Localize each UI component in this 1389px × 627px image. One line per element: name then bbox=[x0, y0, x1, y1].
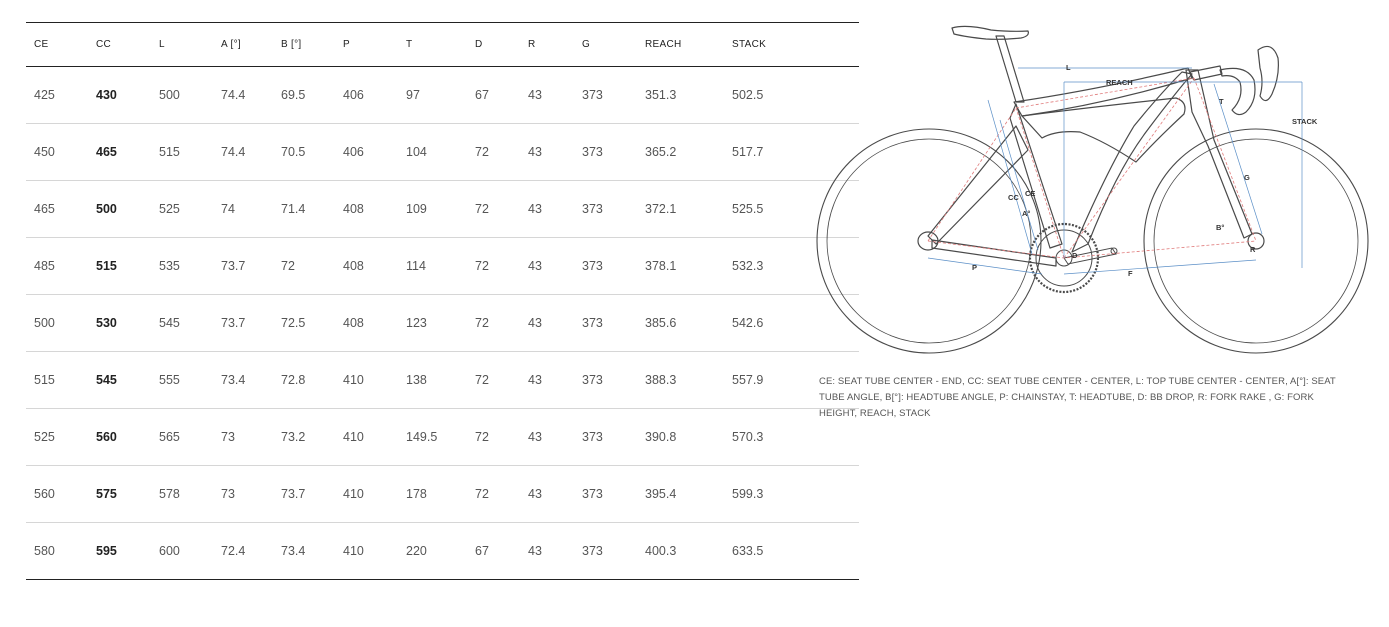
table-header-row bbox=[26, 23, 859, 67]
cell-g: 373 bbox=[574, 523, 637, 580]
table-row bbox=[26, 295, 859, 352]
cell-cc: 545 bbox=[88, 352, 151, 409]
cell-stack: 557.9 bbox=[724, 352, 859, 409]
cell-stack: 542.6 bbox=[724, 295, 859, 352]
header-reach: REACH bbox=[637, 23, 724, 67]
cell-r: 43 bbox=[520, 352, 574, 409]
cell-cc: 515 bbox=[88, 238, 151, 295]
cell-a: 73.7 bbox=[213, 295, 273, 352]
label-stack: STACK bbox=[1292, 117, 1318, 126]
cell-cc: 575 bbox=[88, 466, 151, 523]
cell-l: 500 bbox=[151, 67, 213, 124]
label-ce: CE bbox=[1025, 189, 1036, 198]
cell-t: 149.5 bbox=[398, 409, 467, 466]
cell-p: 410 bbox=[335, 466, 398, 523]
geometry-legend: CE: SEAT TUBE CENTER - END, CC: SEAT TUBE CENTER - CENTER, L: TOP TUBE CENTER - CENTER, A[°]: SEAT TUBE ANGLE, B[°]: HEADTUBE ANGLE, P: CHAINSTAY, T: HEADTUBE, D: BB DROP, R: FORK RAKE , G: FORK HEIGHT, REACH, STACK bbox=[819, 376, 1336, 419]
label-a: A° bbox=[1022, 209, 1031, 218]
table-row bbox=[26, 352, 859, 409]
cell-a: 74.4 bbox=[213, 124, 273, 181]
cell-p: 408 bbox=[335, 295, 398, 352]
table-row bbox=[26, 523, 859, 580]
cell-p: 408 bbox=[335, 238, 398, 295]
cell-a: 74.4 bbox=[213, 67, 273, 124]
cell-cc: 560 bbox=[88, 409, 151, 466]
cell-reach: 372.1 bbox=[637, 181, 724, 238]
label-b: B° bbox=[1216, 223, 1225, 232]
cell-reach: 385.6 bbox=[637, 295, 724, 352]
label-f: F bbox=[1128, 269, 1133, 278]
cell-t: 97 bbox=[398, 67, 467, 124]
cell-a: 73.4 bbox=[213, 352, 273, 409]
header-r: R bbox=[520, 23, 574, 67]
cell-cc: 430 bbox=[88, 67, 151, 124]
cell-g: 373 bbox=[574, 124, 637, 181]
cell-g: 373 bbox=[574, 466, 637, 523]
cell-g: 373 bbox=[574, 352, 637, 409]
table-row bbox=[26, 67, 859, 124]
label-reach: REACH bbox=[1106, 78, 1133, 87]
cell-b: 72.8 bbox=[273, 352, 335, 409]
cell-ce: 525 bbox=[26, 409, 88, 466]
cell-reach: 395.4 bbox=[637, 466, 724, 523]
cell-ce: 580 bbox=[26, 523, 88, 580]
cell-p: 410 bbox=[335, 409, 398, 466]
cell-b: 73.2 bbox=[273, 409, 335, 466]
cell-reach: 351.3 bbox=[637, 67, 724, 124]
cell-p: 410 bbox=[335, 523, 398, 580]
cell-l: 555 bbox=[151, 352, 213, 409]
cell-a: 72.4 bbox=[213, 523, 273, 580]
cell-t: 220 bbox=[398, 523, 467, 580]
cell-t: 109 bbox=[398, 181, 467, 238]
header-l: L bbox=[151, 23, 213, 67]
cell-stack: 599.3 bbox=[724, 466, 859, 523]
front-wheel bbox=[1144, 129, 1368, 353]
cell-d: 72 bbox=[467, 466, 520, 523]
cell-l: 535 bbox=[151, 238, 213, 295]
cell-l: 525 bbox=[151, 181, 213, 238]
cell-cc: 595 bbox=[88, 523, 151, 580]
cell-b: 72 bbox=[273, 238, 335, 295]
cell-ce: 425 bbox=[26, 67, 88, 124]
cell-l: 578 bbox=[151, 466, 213, 523]
header-p: P bbox=[335, 23, 398, 67]
cell-reach: 388.3 bbox=[637, 352, 724, 409]
cell-g: 373 bbox=[574, 67, 637, 124]
cell-stack: 525.5 bbox=[724, 181, 859, 238]
cell-r: 43 bbox=[520, 67, 574, 124]
cell-p: 406 bbox=[335, 124, 398, 181]
cell-t: 178 bbox=[398, 466, 467, 523]
cell-d: 72 bbox=[467, 124, 520, 181]
header-d: D bbox=[467, 23, 520, 67]
cell-b: 69.5 bbox=[273, 67, 335, 124]
header-b: B [°] bbox=[273, 23, 335, 67]
cell-l: 545 bbox=[151, 295, 213, 352]
cell-a: 73.7 bbox=[213, 238, 273, 295]
cell-g: 373 bbox=[574, 409, 637, 466]
cell-reach: 378.1 bbox=[637, 238, 724, 295]
cell-a: 73 bbox=[213, 409, 273, 466]
header-cc: CC bbox=[88, 23, 151, 67]
label-d: D bbox=[1072, 251, 1078, 260]
cell-reach: 400.3 bbox=[637, 523, 724, 580]
cell-p: 406 bbox=[335, 67, 398, 124]
cell-d: 72 bbox=[467, 352, 520, 409]
geometry-table bbox=[26, 22, 859, 580]
label-p: P bbox=[972, 263, 978, 272]
cell-t: 114 bbox=[398, 238, 467, 295]
header-t: T bbox=[398, 23, 467, 67]
cell-r: 43 bbox=[520, 466, 574, 523]
cell-r: 43 bbox=[520, 124, 574, 181]
label-cc: CC bbox=[1008, 193, 1019, 202]
cell-cc: 465 bbox=[88, 124, 151, 181]
cell-g: 373 bbox=[574, 181, 637, 238]
cell-d: 72 bbox=[467, 295, 520, 352]
cell-r: 43 bbox=[520, 295, 574, 352]
cell-d: 67 bbox=[467, 67, 520, 124]
cell-stack: 502.5 bbox=[724, 67, 859, 124]
cell-l: 515 bbox=[151, 124, 213, 181]
bike-geometry-diagram bbox=[816, 22, 1372, 362]
cell-r: 43 bbox=[520, 238, 574, 295]
cell-stack: 517.7 bbox=[724, 124, 859, 181]
table-row bbox=[26, 409, 859, 466]
cell-t: 123 bbox=[398, 295, 467, 352]
geometry-reference-lines bbox=[928, 78, 1256, 258]
cell-p: 410 bbox=[335, 352, 398, 409]
cell-reach: 390.8 bbox=[637, 409, 724, 466]
cell-cc: 500 bbox=[88, 181, 151, 238]
table-row bbox=[26, 181, 859, 238]
cell-d: 72 bbox=[467, 409, 520, 466]
label-r: R bbox=[1250, 245, 1256, 254]
cell-ce: 515 bbox=[26, 352, 88, 409]
cell-t: 104 bbox=[398, 124, 467, 181]
header-g: G bbox=[574, 23, 637, 67]
header-ce: CE bbox=[26, 23, 88, 67]
cell-stack: 532.3 bbox=[724, 238, 859, 295]
label-g: G bbox=[1244, 173, 1250, 182]
cell-d: 72 bbox=[467, 238, 520, 295]
cell-p: 408 bbox=[335, 181, 398, 238]
cell-a: 74 bbox=[213, 181, 273, 238]
cell-cc: 530 bbox=[88, 295, 151, 352]
cell-ce: 465 bbox=[26, 181, 88, 238]
cell-ce: 450 bbox=[26, 124, 88, 181]
cell-b: 72.5 bbox=[273, 295, 335, 352]
cell-g: 373 bbox=[574, 238, 637, 295]
table-row bbox=[26, 238, 859, 295]
cell-ce: 485 bbox=[26, 238, 88, 295]
label-t: T bbox=[1219, 97, 1224, 106]
cell-r: 43 bbox=[520, 523, 574, 580]
cell-b: 73.7 bbox=[273, 466, 335, 523]
label-l: L bbox=[1066, 63, 1071, 72]
cell-a: 73 bbox=[213, 466, 273, 523]
header-stack: STACK bbox=[724, 23, 859, 67]
cell-reach: 365.2 bbox=[637, 124, 724, 181]
cell-r: 43 bbox=[520, 181, 574, 238]
cell-t: 138 bbox=[398, 352, 467, 409]
cell-l: 600 bbox=[151, 523, 213, 580]
cell-ce: 560 bbox=[26, 466, 88, 523]
table-body bbox=[26, 67, 859, 580]
cell-stack: 633.5 bbox=[724, 523, 859, 580]
cell-b: 73.4 bbox=[273, 523, 335, 580]
cell-d: 72 bbox=[467, 181, 520, 238]
cell-b: 71.4 bbox=[273, 181, 335, 238]
table-row bbox=[26, 124, 859, 181]
header-a: A [°] bbox=[213, 23, 273, 67]
table-row bbox=[26, 466, 859, 523]
cell-r: 43 bbox=[520, 409, 574, 466]
cell-g: 373 bbox=[574, 295, 637, 352]
diagram-labels bbox=[972, 63, 1318, 278]
cell-l: 565 bbox=[151, 409, 213, 466]
cell-d: 67 bbox=[467, 523, 520, 580]
cell-ce: 500 bbox=[26, 295, 88, 352]
cell-b: 70.5 bbox=[273, 124, 335, 181]
cell-stack: 570.3 bbox=[724, 409, 859, 466]
